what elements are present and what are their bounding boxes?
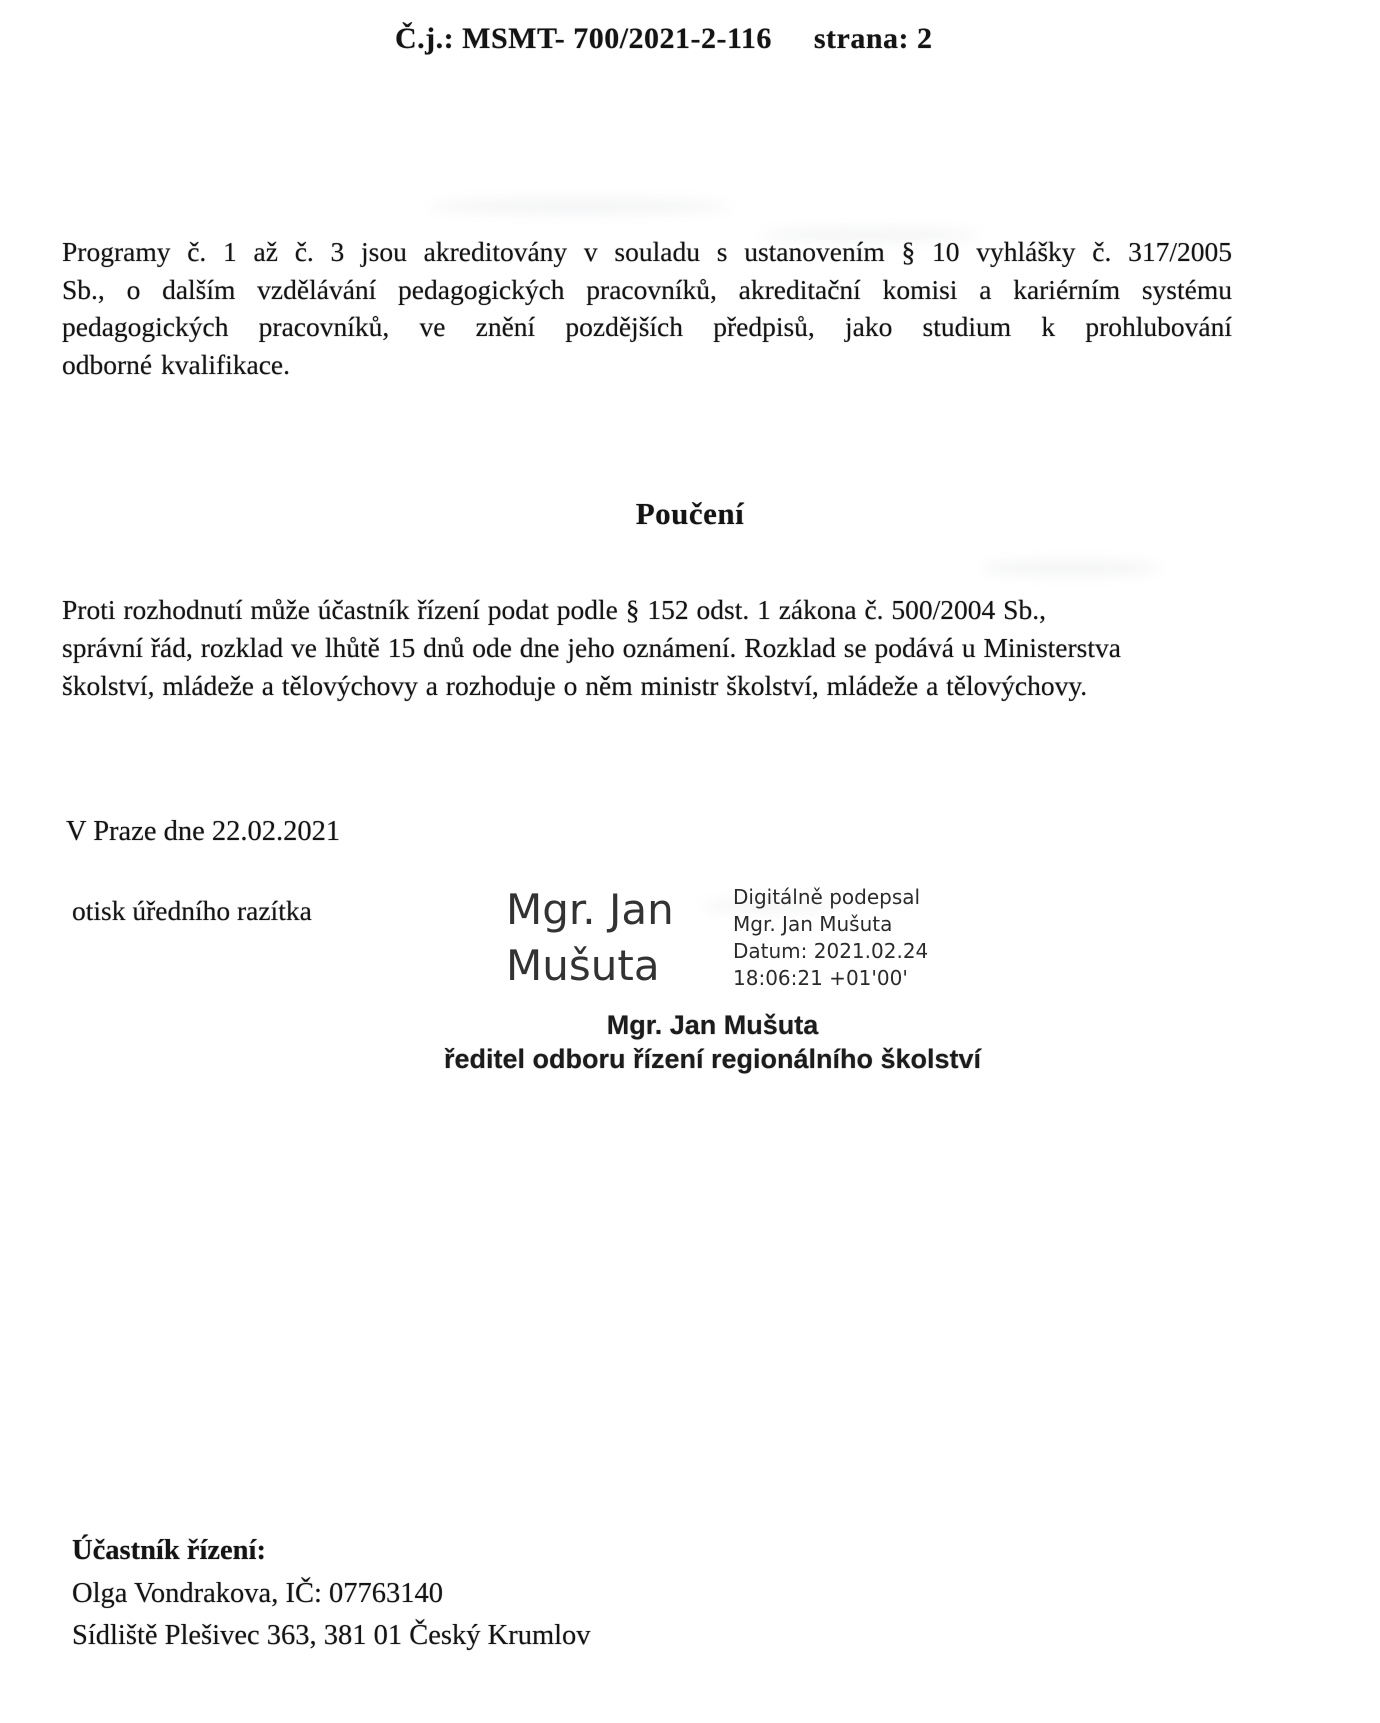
participant-label: Účastník řízení: [72,1535,266,1566]
signer-name: Mgr. Jan Mušuta [606,1010,819,1040]
digital-signature-name-line: Mušuta [506,941,660,990]
signer-block [345,1008,1080,1076]
signer-title: ředitel odboru řízení regionálního školství [443,1044,982,1074]
section-heading: Poučení [635,496,745,531]
paragraph-accreditation [62,233,1232,383]
paragraph-line: školství, mládeže a tělovýchovy a rozhoduje o něm ministr školství, mládeže a tělovýchovy. [62,670,1088,701]
paragraph-line: Sb., o dalším vzdělávání pedagogických pracovníků, akreditační komisi a kariérním systému [62,273,1232,305]
paragraph-line: správní řád, rozklad ve lhůtě 15 dnů ode dne jeho oznámení. Rozklad se podává u Ministerstva [62,632,1121,663]
page-number: strana: 2 [813,22,933,55]
paragraph-line: pedagogických pracovníků, ve znění pozdějších předpisů, jako studium k prohlubování [62,311,1232,342]
place-date: V Praze dne 22.02.2021 [66,816,341,847]
stamp-note: otisk úředního razítka [72,895,312,926]
signature-detail-line: Mgr. Jan Mušuta [733,912,893,936]
participant-name: Olga Vondrakova, IČ: 07763140 [72,1577,444,1609]
paragraph-line: odborné kvalifikace. [62,348,291,380]
signature-detail-line: Datum: 2021.02.24 [733,939,929,963]
participant-address: Sídliště Plešivec 363, 381 01 Český Krumlov [72,1620,591,1651]
paragraph-appeal [62,591,1262,705]
digital-signature-details [733,884,928,992]
signature-detail-line: 18:06:21 +01'00' [733,966,908,990]
file-number: Č.j.: MSMT- 700/2021-2-116 [395,22,772,55]
digital-signature-name [506,882,674,994]
paragraph-line: Proti rozhodnutí může účastník řízení podat podle § 152 odst. 1 zákona č. 500/2004 Sb., [62,594,1046,625]
scan-artifact [430,198,730,214]
scan-artifact [980,560,1160,576]
page-header [395,22,933,56]
paragraph-line: Programy č. 1 až č. 3 jsou akreditovány v souladu s ustanovením § 10 vyhlášky č. 317/2005 [62,236,1232,267]
signature-detail-line: Digitálně podepsal [733,885,921,909]
digital-signature-name-line: Mgr. Jan [506,885,674,934]
participant-block [72,1530,591,1658]
